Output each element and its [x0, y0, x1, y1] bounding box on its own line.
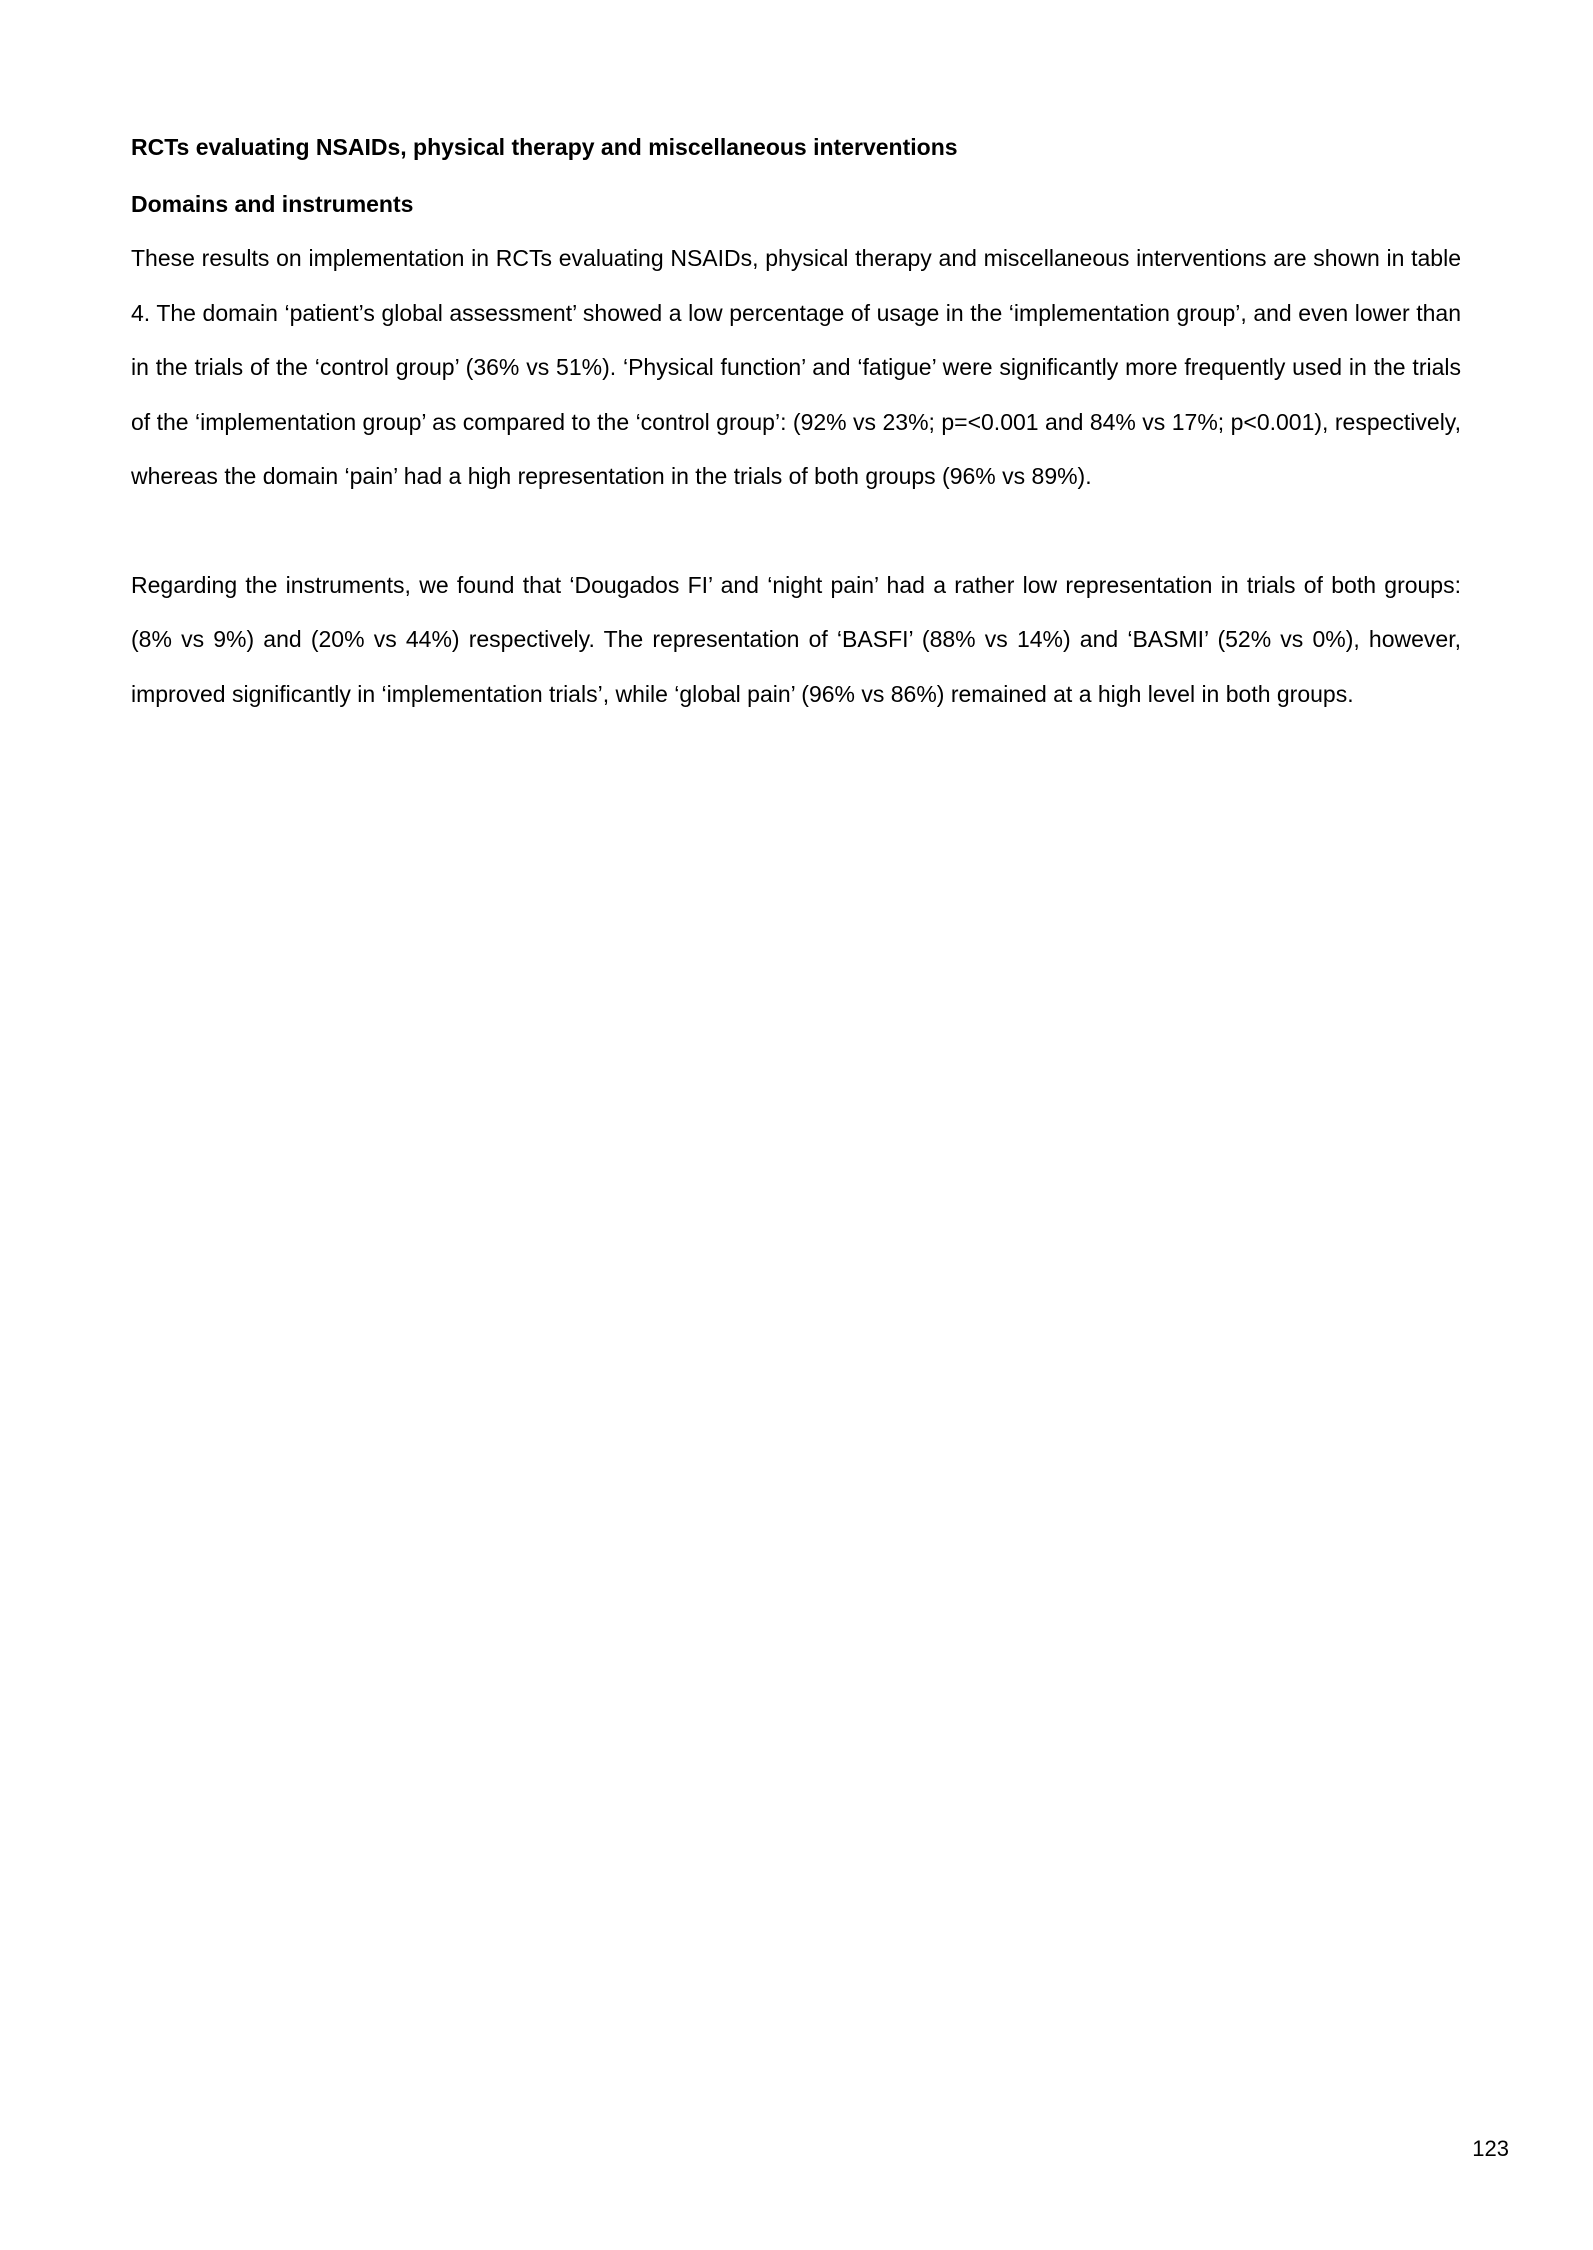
section-heading: RCTs evaluating NSAIDs, physical therapy and miscellaneous interventions	[131, 134, 958, 160]
paragraph-domains-results: These results on implementation in RCTs evaluating NSAIDs, physical therapy and miscellaneous interventions are shown in table 4. The domain ‘patient’s global assessment’ showed a low percentage of usage in the ‘implementation group’, and even lower than in the trials of the ‘control group’ (36% vs 51%). ‘Physical function’ and ‘fatigue’ were significantly more frequently used in the trials of the ‘implementation group’ as compared to the ‘control group’: (92% vs 23%; p=<0.001 and 84% vs 17%; p<0.001), respectively, whereas the domain ‘pain’ had a high representation in the trials of both groups (96% vs 89%).	[131, 245, 1461, 489]
subsection-heading: Domains and instruments	[131, 191, 414, 217]
paragraph-instruments-results: Regarding the instruments, we found that ‘Dougados FI’ and ‘night pain’ had a rather low representation in trials of both groups: (8% vs 9%) and (20% vs 44%) respectively. The representation of ‘BASFI’ (88% vs 14%) and ‘BASMI’ (52% vs 0%), however, improved significantly in ‘implementation trials’, while ‘global pain’ (96% vs 86%) remained at a high level in both groups.	[131, 571, 1461, 707]
page-number: 123	[1472, 2136, 1509, 2161]
page-content	[131, 120, 1461, 721]
